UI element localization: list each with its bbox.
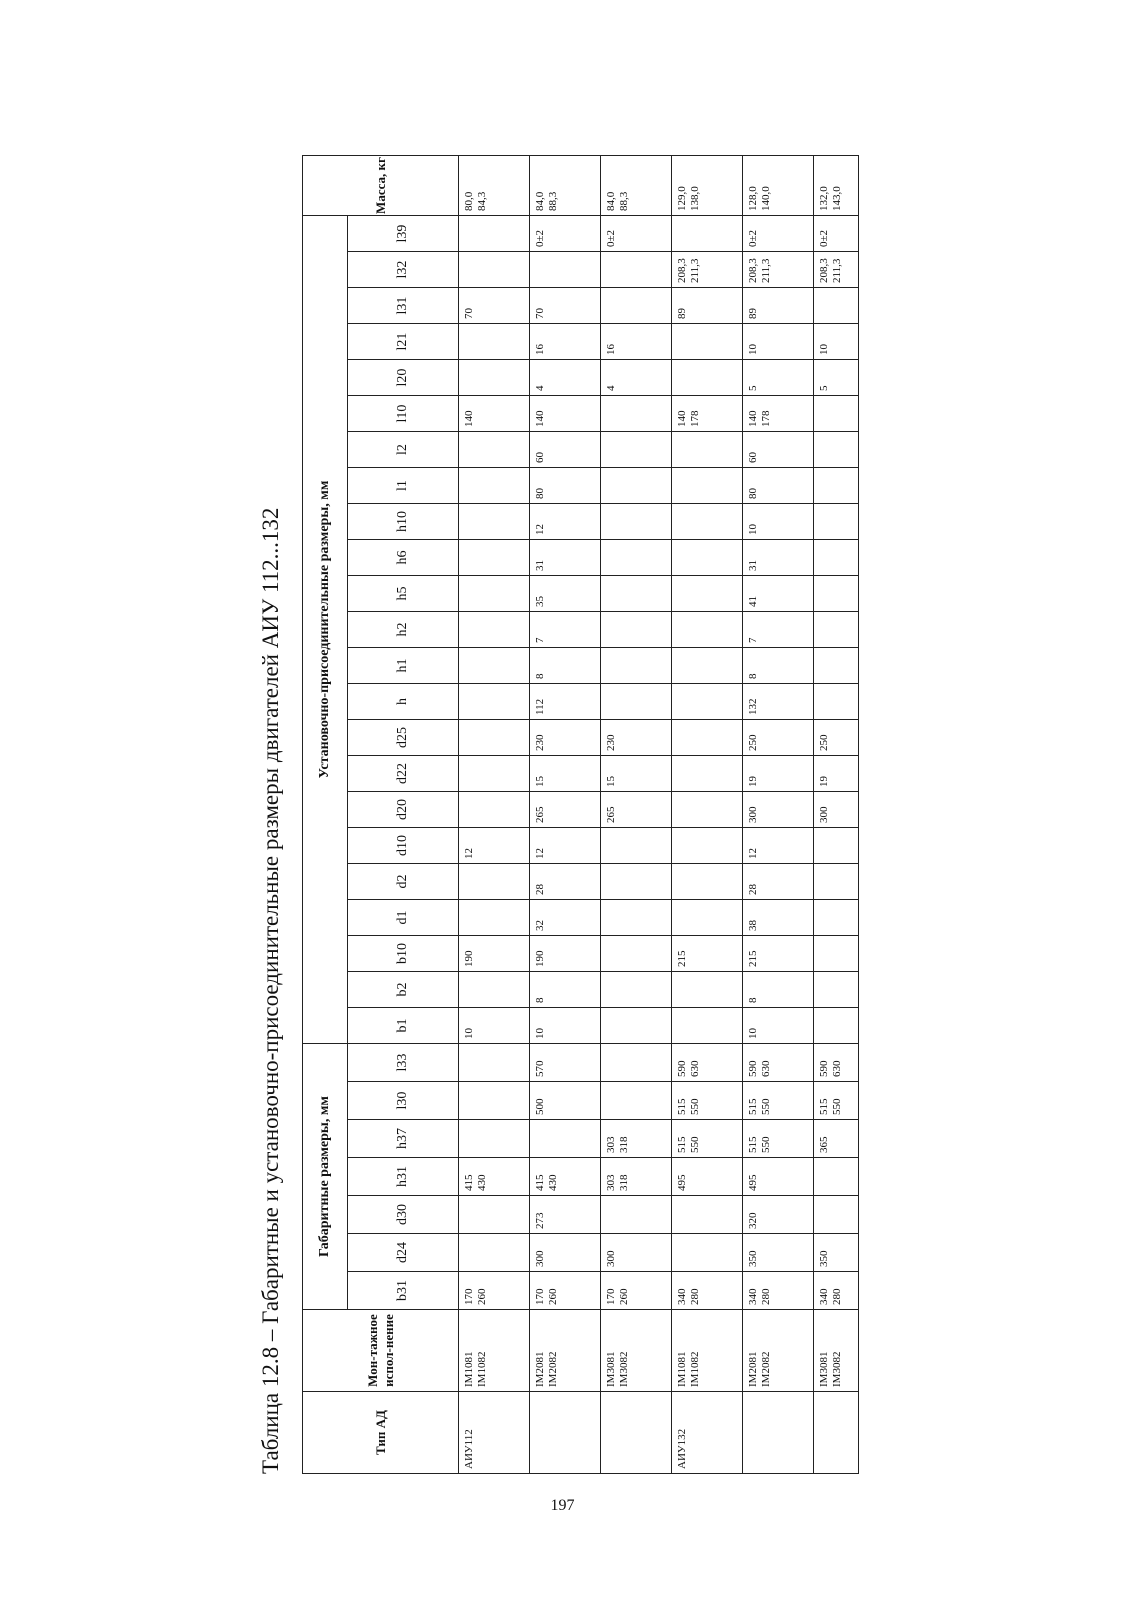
cell-value bbox=[459, 792, 530, 828]
cell-value: 128,0 140,0 bbox=[743, 156, 814, 216]
cell-value: 515 550 bbox=[672, 1082, 743, 1120]
cell-value: 132,0 143,0 bbox=[814, 156, 859, 216]
cell-value bbox=[601, 684, 672, 720]
cell-value: 273 bbox=[530, 1196, 601, 1234]
cell-value bbox=[601, 612, 672, 648]
cell-value: 12 bbox=[530, 504, 601, 540]
subheader-d2: d2 bbox=[348, 864, 459, 900]
cell-mount: IM1081 IM1082 bbox=[672, 1310, 743, 1392]
cell-value: 170 260 bbox=[530, 1272, 601, 1310]
cell-value: 300 bbox=[743, 792, 814, 828]
page-number: 197 bbox=[550, 1497, 575, 1514]
cell-value bbox=[814, 900, 859, 936]
subheader-d30: d30 bbox=[348, 1196, 459, 1234]
subheader-b2: b2 bbox=[348, 972, 459, 1008]
cell-value: 515 550 bbox=[672, 1120, 743, 1158]
cell-value: 320 bbox=[743, 1196, 814, 1234]
subheader-d1: d1 bbox=[348, 900, 459, 936]
cell-value bbox=[601, 396, 672, 432]
cell-value: 60 bbox=[743, 432, 814, 468]
cell-value: 230 bbox=[530, 720, 601, 756]
cell-value: 10 bbox=[743, 1008, 814, 1044]
cell-value: 140 178 bbox=[743, 396, 814, 432]
cell-value: 10 bbox=[814, 324, 859, 360]
cell-value: 208,3 211,3 bbox=[672, 252, 743, 288]
cell-value: 8 bbox=[530, 648, 601, 684]
cell-value bbox=[672, 756, 743, 792]
subheader-d10: d10 bbox=[348, 828, 459, 864]
cell-value bbox=[459, 324, 530, 360]
subheader-h10: h10 bbox=[348, 504, 459, 540]
cell-value bbox=[814, 468, 859, 504]
cell-type bbox=[601, 1392, 672, 1474]
cell-value: 340 280 bbox=[814, 1272, 859, 1310]
cell-value bbox=[459, 468, 530, 504]
cell-value: 7 bbox=[743, 612, 814, 648]
cell-value bbox=[459, 900, 530, 936]
cell-value bbox=[601, 1196, 672, 1234]
cell-value bbox=[814, 1196, 859, 1234]
cell-value bbox=[814, 684, 859, 720]
cell-value bbox=[601, 1008, 672, 1044]
cell-value: 38 bbox=[743, 900, 814, 936]
cell-value: 300 bbox=[601, 1234, 672, 1272]
cell-value bbox=[814, 288, 859, 324]
cell-value bbox=[672, 1008, 743, 1044]
cell-value bbox=[672, 900, 743, 936]
cell-value: 129,0 138,0 bbox=[672, 156, 743, 216]
cell-value bbox=[601, 252, 672, 288]
cell-value bbox=[530, 252, 601, 288]
cell-value: 515 550 bbox=[743, 1120, 814, 1158]
cell-value bbox=[601, 936, 672, 972]
cell-value: 170 260 bbox=[459, 1272, 530, 1310]
cell-mount: IM3081 IM3082 bbox=[814, 1310, 859, 1392]
cell-value: 41 bbox=[743, 576, 814, 612]
table-row bbox=[530, 156, 601, 1474]
cell-value: 19 bbox=[743, 756, 814, 792]
cell-mount: IM3081 IM3082 bbox=[601, 1310, 672, 1392]
cell-value: 10 bbox=[743, 324, 814, 360]
cell-value: 80 bbox=[743, 468, 814, 504]
cell-value: 215 bbox=[743, 936, 814, 972]
subheader-l31: l31 bbox=[348, 288, 459, 324]
cell-value bbox=[814, 1008, 859, 1044]
cell-value: 208,3 211,3 bbox=[814, 252, 859, 288]
cell-value: 340 280 bbox=[743, 1272, 814, 1310]
subheader-d22: d22 bbox=[348, 756, 459, 792]
subheader-row bbox=[348, 156, 459, 1474]
subheader-h2: h2 bbox=[348, 612, 459, 648]
cell-type bbox=[814, 1392, 859, 1474]
cell-value: 16 bbox=[530, 324, 601, 360]
cell-value bbox=[672, 972, 743, 1008]
cell-value bbox=[601, 1082, 672, 1120]
subheader-b1: b1 bbox=[348, 1008, 459, 1044]
cell-value: 12 bbox=[530, 828, 601, 864]
cell-value: 265 bbox=[530, 792, 601, 828]
subheader-h6: h6 bbox=[348, 540, 459, 576]
table-row bbox=[459, 156, 530, 1474]
subheader-h: h bbox=[348, 684, 459, 720]
cell-value: 80,0 84,3 bbox=[459, 156, 530, 216]
cell-value: 10 bbox=[530, 1008, 601, 1044]
cell-value bbox=[601, 504, 672, 540]
cell-value bbox=[672, 864, 743, 900]
subheader-l20: l20 bbox=[348, 360, 459, 396]
cell-mount: IM2081 IM2082 bbox=[743, 1310, 814, 1392]
cell-value: 0±2 bbox=[530, 216, 601, 252]
cell-mount: IM1081 IM1082 bbox=[459, 1310, 530, 1392]
cell-value: 495 bbox=[743, 1158, 814, 1196]
cell-value bbox=[459, 1196, 530, 1234]
cell-value bbox=[672, 1234, 743, 1272]
cell-value: 250 bbox=[814, 720, 859, 756]
cell-value: 300 bbox=[530, 1234, 601, 1272]
cell-value: 89 bbox=[672, 288, 743, 324]
cell-value: 215 bbox=[672, 936, 743, 972]
cell-value: 70 bbox=[459, 288, 530, 324]
cell-value: 495 bbox=[672, 1158, 743, 1196]
cell-value bbox=[672, 432, 743, 468]
subheader-h5: h5 bbox=[348, 576, 459, 612]
cell-value: 350 bbox=[814, 1234, 859, 1272]
cell-value: 515 550 bbox=[814, 1082, 859, 1120]
table-row bbox=[743, 156, 814, 1474]
cell-value: 590 630 bbox=[743, 1044, 814, 1082]
cell-value: 16 bbox=[601, 324, 672, 360]
cell-value bbox=[601, 900, 672, 936]
cell-value bbox=[814, 432, 859, 468]
cell-value bbox=[459, 1120, 530, 1158]
cell-value: 340 280 bbox=[672, 1272, 743, 1310]
cell-value: 230 bbox=[601, 720, 672, 756]
cell-value bbox=[672, 684, 743, 720]
cell-value: 250 bbox=[743, 720, 814, 756]
cell-value: 140 178 bbox=[672, 396, 743, 432]
cell-value bbox=[459, 432, 530, 468]
cell-value: 28 bbox=[743, 864, 814, 900]
cell-value bbox=[672, 576, 743, 612]
cell-value bbox=[814, 1158, 859, 1196]
cell-value bbox=[459, 612, 530, 648]
cell-value: 12 bbox=[743, 828, 814, 864]
cell-value bbox=[459, 756, 530, 792]
cell-value: 140 bbox=[530, 396, 601, 432]
cell-value: 4 bbox=[601, 360, 672, 396]
table-row bbox=[672, 156, 743, 1474]
cell-value bbox=[672, 504, 743, 540]
header-type: Тип АД bbox=[303, 1392, 459, 1474]
subheader-h37: h37 bbox=[348, 1120, 459, 1158]
cell-value: 70 bbox=[530, 288, 601, 324]
cell-value bbox=[672, 216, 743, 252]
subheader-l1: l1 bbox=[348, 468, 459, 504]
subheader-b31: b31 bbox=[348, 1272, 459, 1310]
subheader-l39: l39 bbox=[348, 216, 459, 252]
cell-value: 112 bbox=[530, 684, 601, 720]
cell-value bbox=[814, 576, 859, 612]
cell-value bbox=[814, 648, 859, 684]
cell-value: 590 630 bbox=[814, 1044, 859, 1082]
cell-value: 8 bbox=[530, 972, 601, 1008]
cell-value bbox=[459, 972, 530, 1008]
cell-value bbox=[601, 828, 672, 864]
cell-value: 35 bbox=[530, 576, 601, 612]
subheader-l2: l2 bbox=[348, 432, 459, 468]
cell-value bbox=[672, 648, 743, 684]
cell-value bbox=[601, 864, 672, 900]
cell-value bbox=[672, 612, 743, 648]
cell-value bbox=[814, 612, 859, 648]
cell-value bbox=[814, 936, 859, 972]
cell-type: АИУ112 bbox=[459, 1392, 530, 1474]
cell-value bbox=[459, 504, 530, 540]
cell-value bbox=[672, 1196, 743, 1234]
dimensions-table bbox=[302, 155, 859, 1474]
cell-value bbox=[672, 828, 743, 864]
subheader-d24: d24 bbox=[348, 1234, 459, 1272]
cell-value bbox=[672, 720, 743, 756]
subheader-h31: h31 bbox=[348, 1158, 459, 1196]
cell-value: 190 bbox=[459, 936, 530, 972]
subheader-l21: l21 bbox=[348, 324, 459, 360]
cell-value: 570 bbox=[530, 1044, 601, 1082]
cell-value: 31 bbox=[743, 540, 814, 576]
cell-value bbox=[459, 360, 530, 396]
cell-value bbox=[459, 864, 530, 900]
cell-value: 80 bbox=[530, 468, 601, 504]
cell-value: 15 bbox=[530, 756, 601, 792]
cell-value bbox=[530, 1120, 601, 1158]
cell-value bbox=[459, 576, 530, 612]
cell-value bbox=[672, 360, 743, 396]
cell-value: 5 bbox=[814, 360, 859, 396]
cell-value: 8 bbox=[743, 648, 814, 684]
cell-value: 84,0 88,3 bbox=[601, 156, 672, 216]
cell-value: 500 bbox=[530, 1082, 601, 1120]
cell-value bbox=[601, 432, 672, 468]
cell-value bbox=[459, 216, 530, 252]
cell-value: 265 bbox=[601, 792, 672, 828]
cell-value bbox=[814, 864, 859, 900]
cell-value: 415 430 bbox=[459, 1158, 530, 1196]
cell-value bbox=[814, 504, 859, 540]
header-mount: Мон-тажное испол-нение bbox=[303, 1310, 459, 1392]
table-row bbox=[814, 156, 859, 1474]
cell-value: 10 bbox=[743, 504, 814, 540]
table-caption: Таблица 12.8 – Габаритные и установочно-присоединительные размеры двигателей АИУ 112...132 bbox=[258, 507, 283, 1474]
cell-value: 350 bbox=[743, 1234, 814, 1272]
subheader-d25: d25 bbox=[348, 720, 459, 756]
cell-type bbox=[530, 1392, 601, 1474]
cell-value bbox=[814, 828, 859, 864]
cell-value: 190 bbox=[530, 936, 601, 972]
cell-value bbox=[459, 1044, 530, 1082]
cell-value: 303 318 bbox=[601, 1120, 672, 1158]
cell-value: 89 bbox=[743, 288, 814, 324]
cell-value bbox=[601, 540, 672, 576]
cell-value bbox=[814, 396, 859, 432]
cell-value bbox=[459, 540, 530, 576]
cell-value: 132 bbox=[743, 684, 814, 720]
cell-value: 12 bbox=[459, 828, 530, 864]
subheader-b10: b10 bbox=[348, 936, 459, 972]
cell-value: 303 318 bbox=[601, 1158, 672, 1196]
cell-value: 32 bbox=[530, 900, 601, 936]
cell-value bbox=[601, 972, 672, 1008]
cell-value: 515 550 bbox=[743, 1082, 814, 1120]
cell-value: 170 260 bbox=[601, 1272, 672, 1310]
cell-value bbox=[459, 648, 530, 684]
cell-value: 140 bbox=[459, 396, 530, 432]
cell-value bbox=[601, 576, 672, 612]
cell-value bbox=[601, 1044, 672, 1082]
table-row bbox=[601, 156, 672, 1474]
subheader-l10: l10 bbox=[348, 396, 459, 432]
header-overall-group: Габаритные размеры, мм bbox=[303, 1044, 348, 1310]
subheader-h1: h1 bbox=[348, 648, 459, 684]
cell-value bbox=[814, 972, 859, 1008]
cell-value: 84,0 88,3 bbox=[530, 156, 601, 216]
subheader-d20: d20 bbox=[348, 792, 459, 828]
cell-value: 0±2 bbox=[743, 216, 814, 252]
cell-type bbox=[743, 1392, 814, 1474]
cell-value bbox=[814, 540, 859, 576]
cell-value: 8 bbox=[743, 972, 814, 1008]
cell-value: 0±2 bbox=[814, 216, 859, 252]
cell-value bbox=[459, 252, 530, 288]
cell-value: 365 bbox=[814, 1120, 859, 1158]
cell-value bbox=[459, 684, 530, 720]
cell-value: 415 430 bbox=[530, 1158, 601, 1196]
cell-value bbox=[672, 540, 743, 576]
cell-value: 7 bbox=[530, 612, 601, 648]
cell-value: 0±2 bbox=[601, 216, 672, 252]
cell-value bbox=[459, 1234, 530, 1272]
table-body bbox=[459, 156, 859, 1474]
cell-value: 5 bbox=[743, 360, 814, 396]
cell-value bbox=[672, 324, 743, 360]
cell-value bbox=[672, 468, 743, 504]
cell-value: 300 bbox=[814, 792, 859, 828]
cell-type: АИУ132 bbox=[672, 1392, 743, 1474]
cell-value: 19 bbox=[814, 756, 859, 792]
cell-value bbox=[459, 720, 530, 756]
cell-value bbox=[672, 792, 743, 828]
cell-value: 31 bbox=[530, 540, 601, 576]
subheader-l33: l33 bbox=[348, 1044, 459, 1082]
cell-value: 60 bbox=[530, 432, 601, 468]
cell-value bbox=[459, 1082, 530, 1120]
cell-value: 208,3 211,3 bbox=[743, 252, 814, 288]
subheader-l30: l30 bbox=[348, 1082, 459, 1120]
subheader-l32: l32 bbox=[348, 252, 459, 288]
cell-mount: IM2081 IM2082 bbox=[530, 1310, 601, 1392]
header-install-group: Установочно-присоединительные размеры, мм bbox=[303, 216, 348, 1044]
header-mass: Масса, кг bbox=[303, 156, 459, 216]
cell-value: 10 bbox=[459, 1008, 530, 1044]
cell-value: 590 630 bbox=[672, 1044, 743, 1082]
cell-value: 4 bbox=[530, 360, 601, 396]
cell-value: 15 bbox=[601, 756, 672, 792]
cell-value bbox=[601, 468, 672, 504]
cell-value bbox=[601, 648, 672, 684]
cell-value bbox=[601, 288, 672, 324]
cell-value: 28 bbox=[530, 864, 601, 900]
